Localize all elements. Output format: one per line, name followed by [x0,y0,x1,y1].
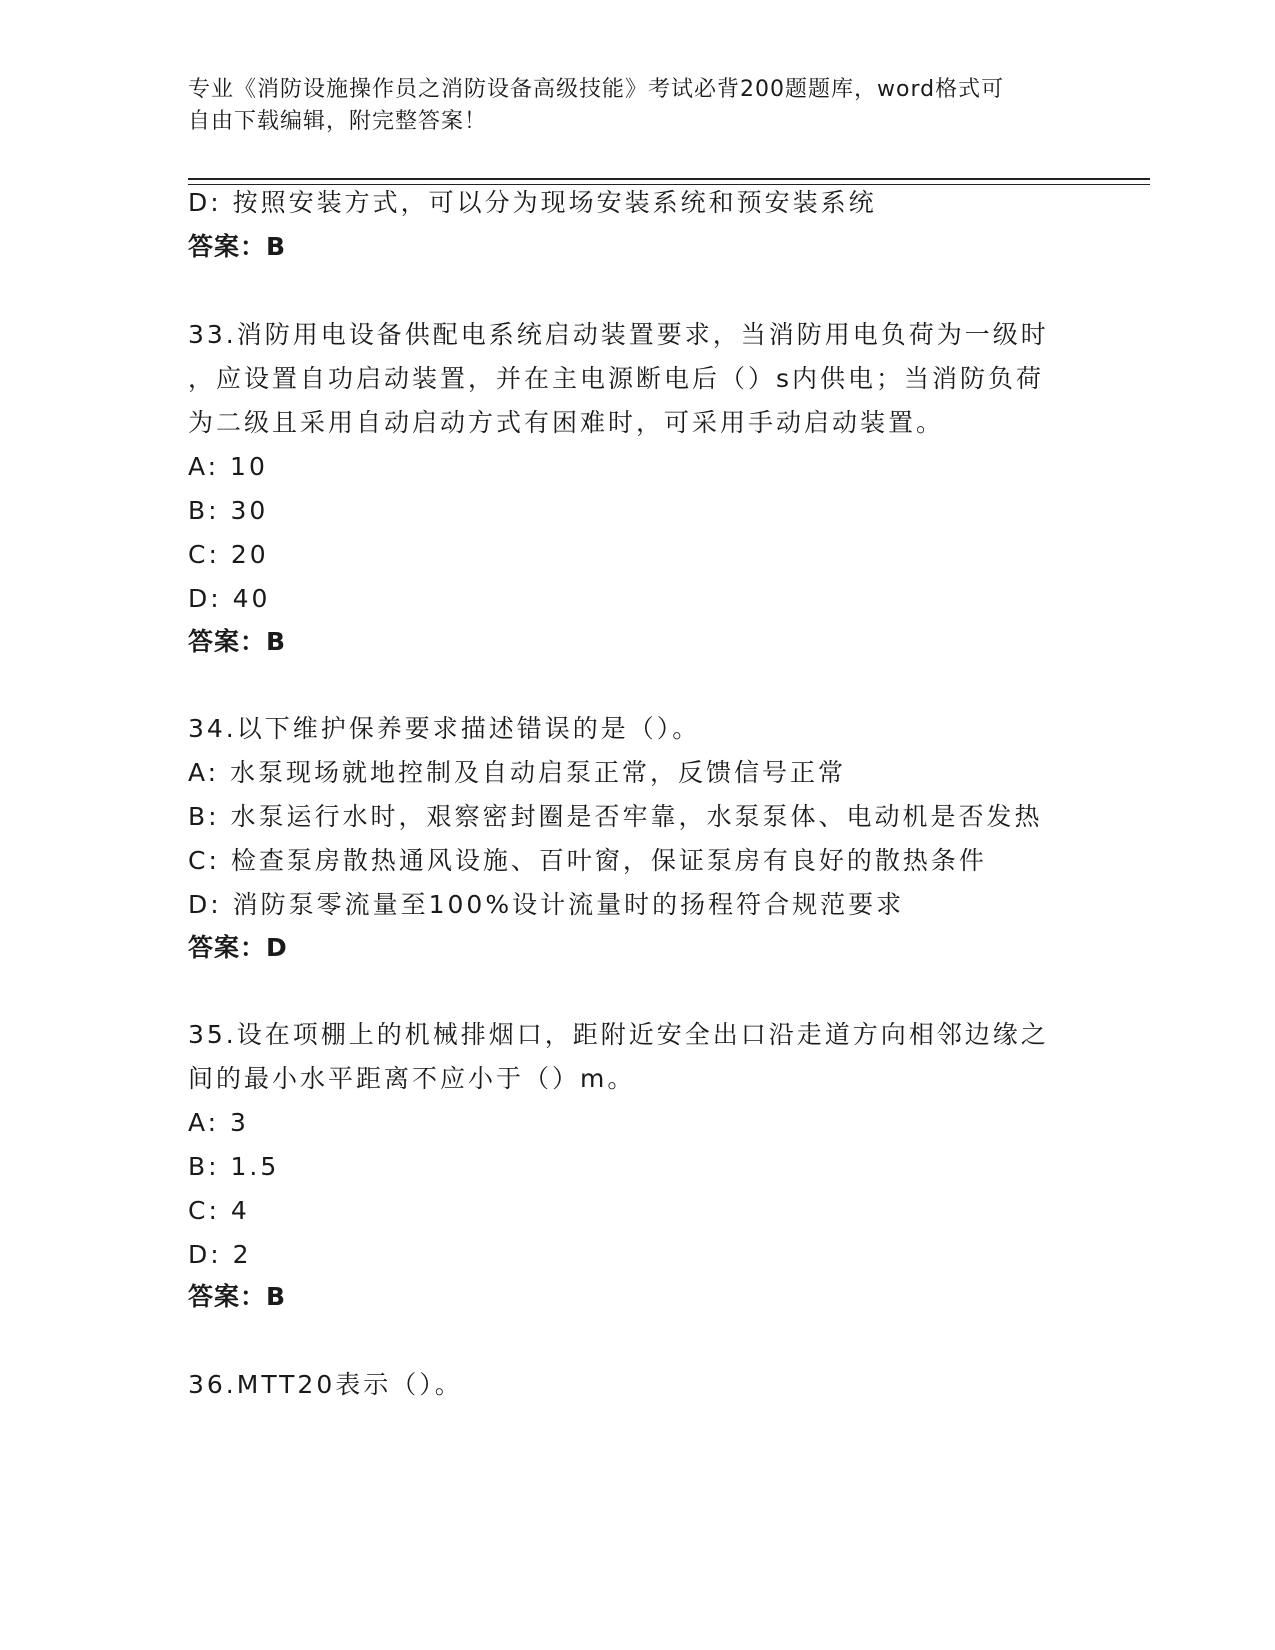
header-divider-thin [188,184,1150,185]
q33-option-b: B: 30 [188,496,269,525]
q35-option-a: A: 3 [188,1108,249,1137]
header-divider-thick [188,178,1150,180]
q33-answer: 答案：B [188,627,287,656]
q36-question-line-1: 36.MTT20表示（）。 [188,1370,463,1399]
header-line-2: 自由下载编辑，附完整答案！ [188,109,488,134]
q35-question-line-2: 间的最小水平距离不应小于（）m。 [188,1064,636,1093]
q33-option-c: C: 20 [188,540,269,569]
q34-option-a: A: 水泵现场就地控制及自动启泵正常，反馈信号正常 [188,758,847,787]
q32-answer: 答案：B [188,232,287,261]
header-line-1: 专业《消防设施操作员之消防设备高级技能》考试必背200题题库，word格式可 [188,77,1005,102]
q35-option-b: B: 1.5 [188,1152,280,1181]
q35-answer: 答案：B [188,1282,287,1311]
q34-question-line-1: 34.以下维护保养要求描述错误的是（）。 [188,714,701,743]
q33-question-line-3: 为二级且采用自动启动方式有困难时，可采用手动启动装置。 [188,408,945,437]
q34-answer: 答案：D [188,933,288,962]
q35-option-c: C: 4 [188,1196,250,1225]
q35-question-line-1: 35.设在项棚上的机械排烟口，距附近安全出口沿走道方向相邻边缘之 [188,1020,1049,1049]
q34-option-d: D: 消防泵零流量至100%设计流量时的扬程符合规范要求 [188,890,905,919]
q33-option-a: A: 10 [188,452,268,481]
q34-option-c: C: 检查泵房散热通风设施、百叶窗，保证泵房有良好的散热条件 [188,846,987,875]
document-header [188,74,1088,138]
q34-option-b: B: 水泵运行水时，艰察密封圈是否牢靠，水泵泵体、电动机是否发热 [188,802,1043,831]
q33-question-line-2: ，应设置自功启动装置，并在主电源断电后（）s内供电；当消防负荷 [188,364,1045,393]
q33-question-line-1: 33.消防用电设备供配电系统启动装置要求，当消防用电负荷为一级时 [188,320,1049,349]
q35-option-d: D: 2 [188,1240,252,1269]
q32-option-d: D: 按照安装方式，可以分为现场安装系统和预安装系统 [188,188,877,217]
q33-option-d: D: 40 [188,584,271,613]
